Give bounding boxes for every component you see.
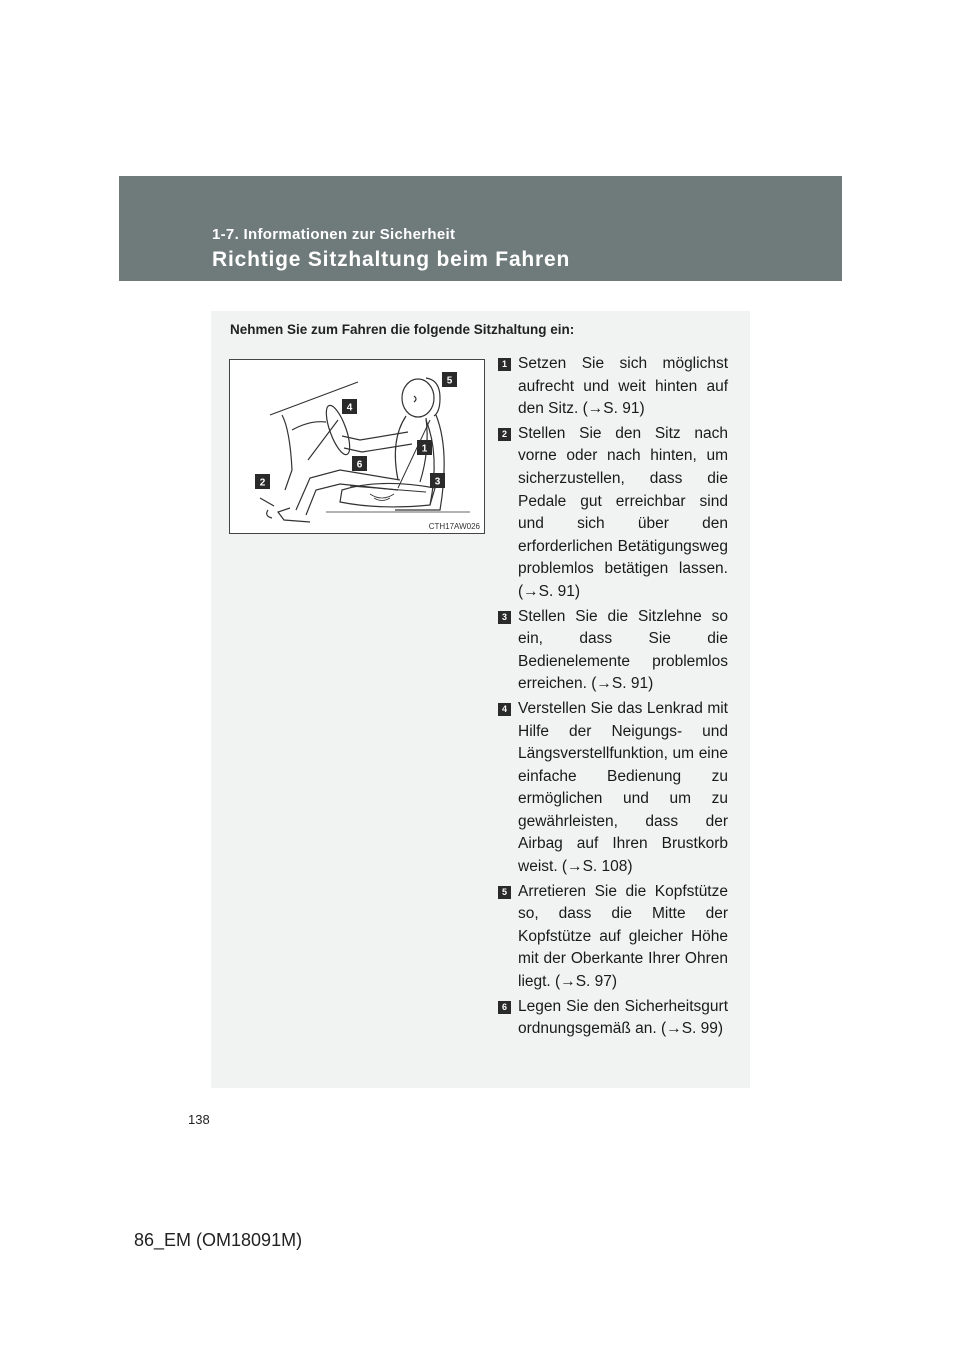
- step-item: [498, 353, 728, 421]
- step-number-badge: 1: [498, 358, 511, 371]
- step-number-badge: 2: [498, 428, 511, 441]
- header-band: [119, 176, 842, 281]
- illustration-code: CTH17AW026: [428, 522, 480, 531]
- callout-5: [442, 372, 457, 387]
- svg-text:4: 4: [346, 402, 353, 414]
- step-number-badge: 5: [498, 886, 511, 899]
- content-box: [211, 311, 750, 1088]
- step-text: Legen Sie den Sicherheitsgurt ordnungsgemäß an. (→S. 99): [518, 997, 728, 1038]
- driver-figure-drawing: [230, 360, 484, 533]
- step-text: Verstellen Sie das Lenkrad mit Hilfe der Neigungs- und Längsverstellfunktion, um eine einfache Bedienung zu ermöglichen und um zu gewährleisten, dass der Airbag auf Ihren Brustkorb weist. (→S. 108): [518, 699, 728, 876]
- callout-1: [417, 440, 432, 455]
- section-label: 1-7. Informationen zur Sicherheit: [212, 226, 456, 243]
- step-text: Stellen Sie die Sitzlehne so ein, dass Sie die Bedienelemente problemlos erreichen. (→S. 91): [518, 607, 728, 693]
- svg-text:5: 5: [446, 375, 453, 387]
- svg-text:1: 1: [421, 443, 428, 455]
- callout-6: [352, 456, 367, 471]
- step-item: [498, 996, 728, 1041]
- step-item: [498, 606, 728, 696]
- step-number-badge: 3: [498, 611, 511, 624]
- page-number: 138: [188, 1112, 210, 1127]
- step-item: [498, 881, 728, 994]
- page-title: Richtige Sitzhaltung beim Fahren: [212, 248, 571, 271]
- svg-text:3: 3: [434, 476, 441, 488]
- step-item: [498, 698, 728, 879]
- callout-4: [342, 399, 357, 414]
- callout-3: [430, 473, 445, 488]
- callout-2: [255, 474, 270, 489]
- document-code: 86_EM (OM18091M): [134, 1230, 303, 1250]
- svg-text:6: 6: [356, 459, 363, 471]
- intro-text: Nehmen Sie zum Fahren die folgende Sitzhaltung ein:: [230, 322, 575, 337]
- step-number-badge: 4: [498, 703, 511, 716]
- step-text: Setzen Sie sich möglichst aufrecht und weit hinten auf den Sitz. (→S. 91): [518, 355, 728, 418]
- step-text: Arretieren Sie die Kopfstütze so, dass die Mitte der Kopfstütze auf gleicher Höhe mit der Oberkante Ihrer Ohren liegt. (→S. 97): [518, 882, 728, 991]
- seating-illustration: [229, 359, 485, 534]
- step-text: Stellen Sie den Sitz nach vorne oder nach hinten, um sicherzustellen, dass die Pedale gut erreichbar sind und sich über den erforderlichen Betätigungsweg problemlos betätigen lassen. (→S. 91): [518, 424, 728, 600]
- step-item: [498, 423, 728, 604]
- step-number-badge: 6: [498, 1001, 511, 1014]
- steps-list: [498, 353, 728, 1043]
- svg-text:2: 2: [259, 477, 266, 489]
